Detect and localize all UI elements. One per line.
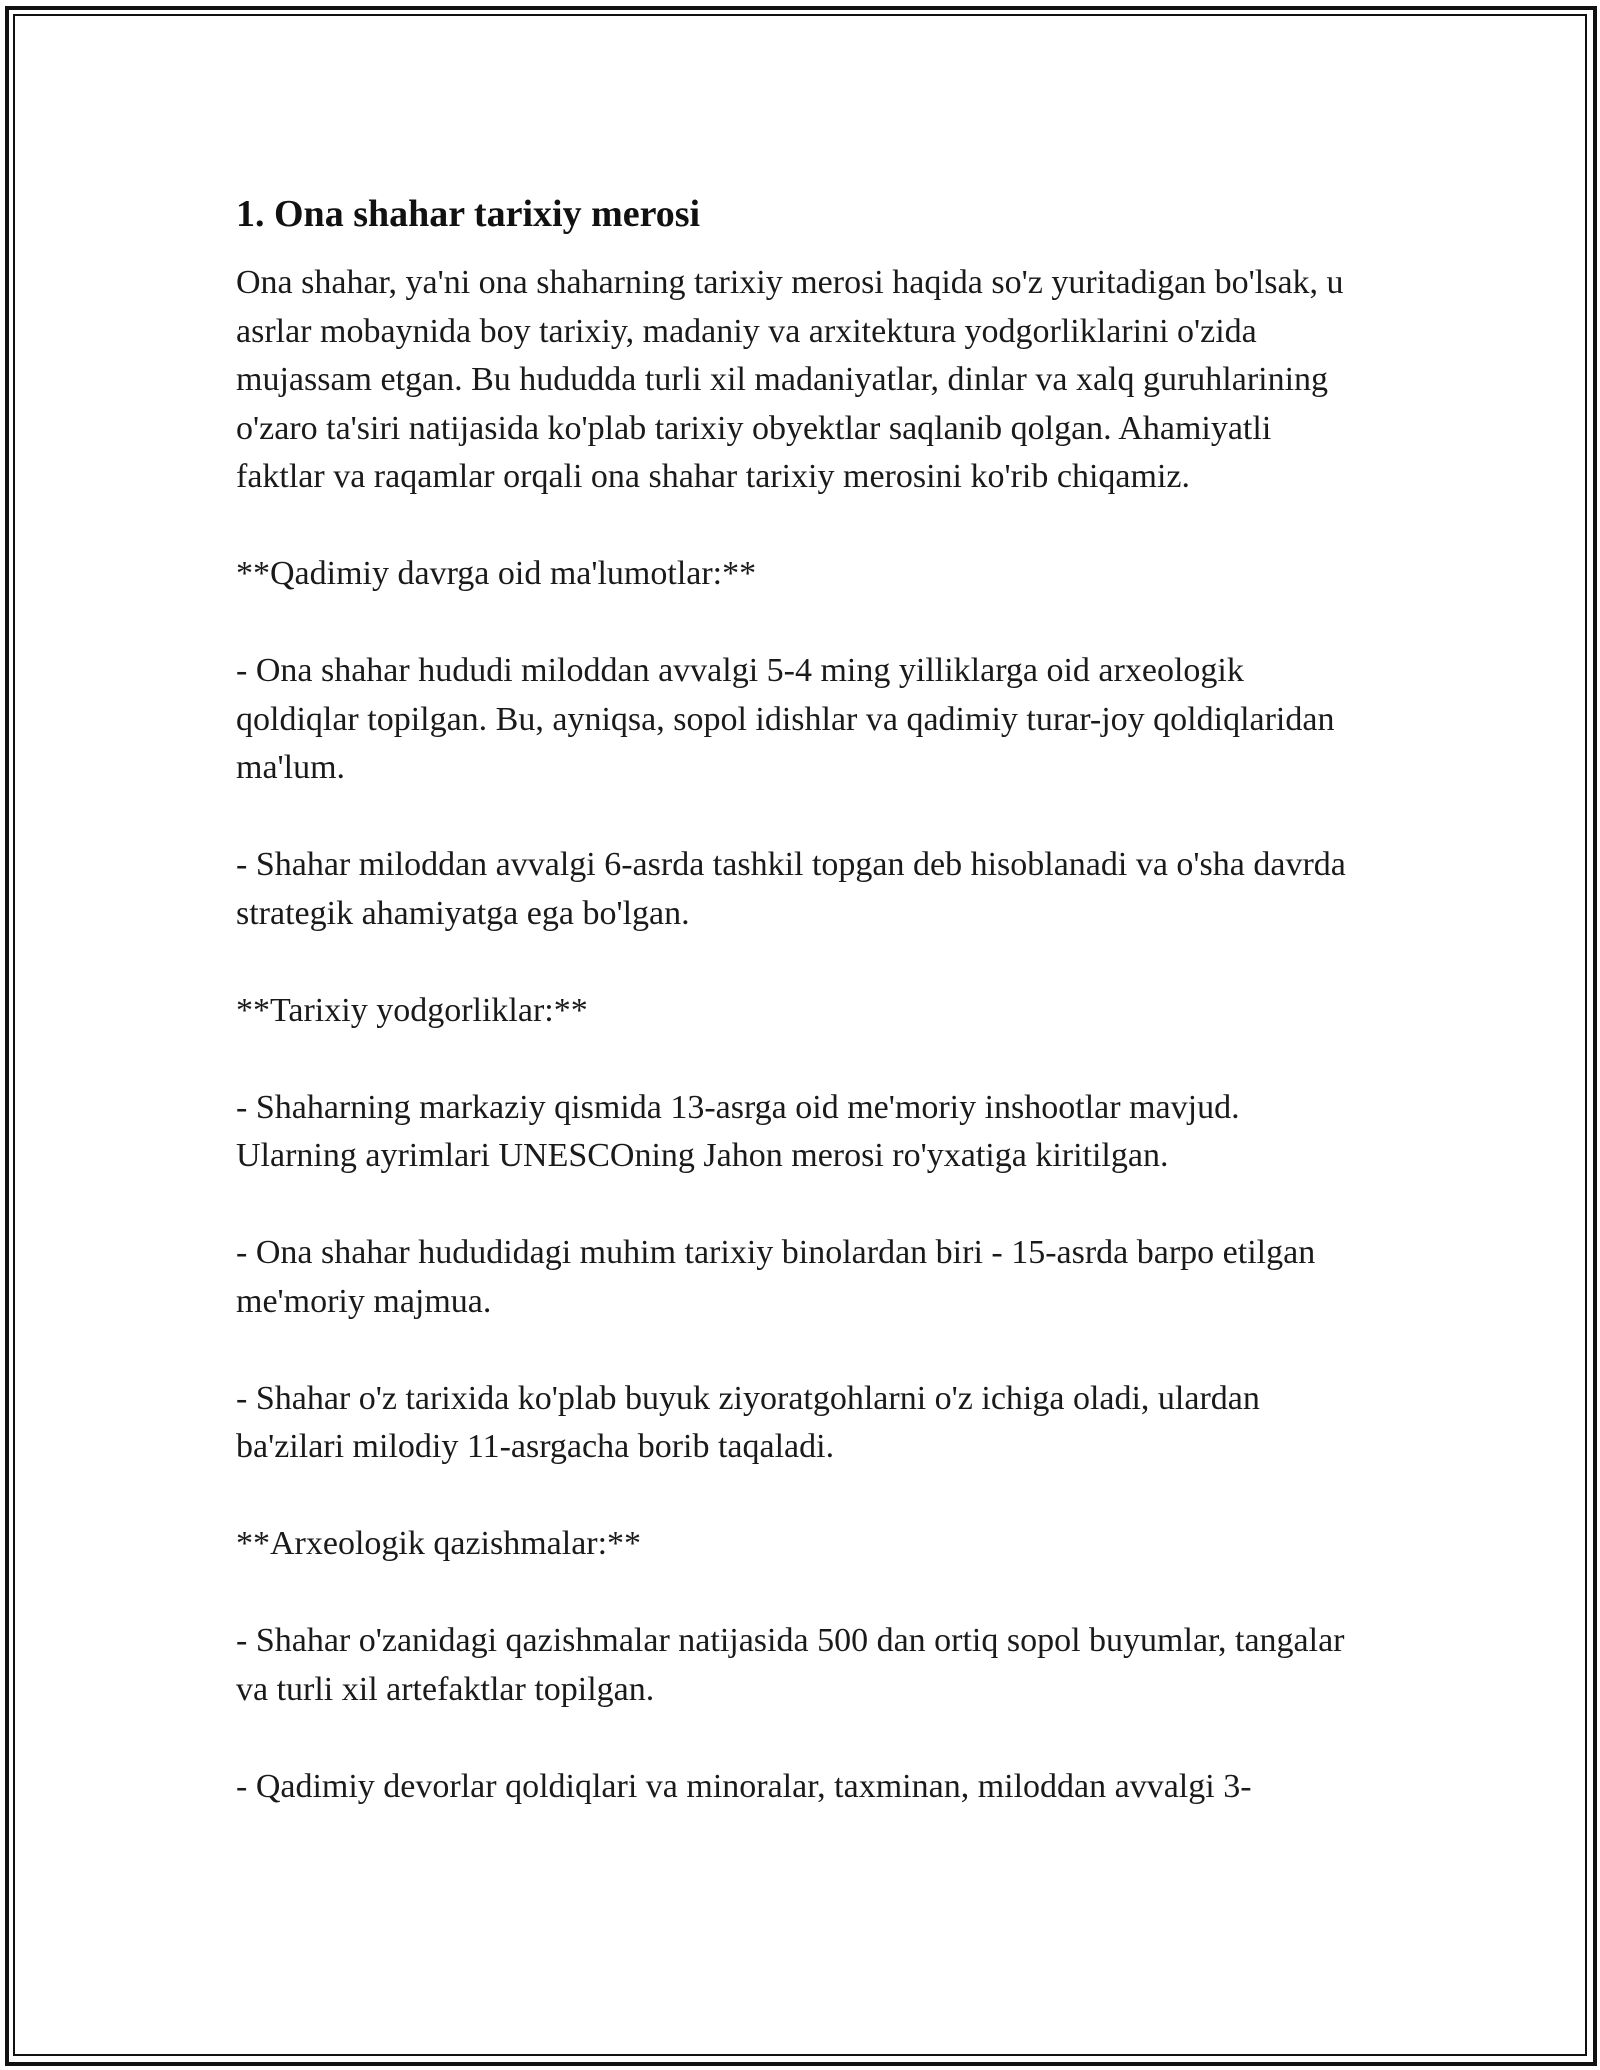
list-item: - Shahar o'z tarixida ko'plab buyuk ziyoratgohlarni o'z ichiga oladi, ulardan ba'zilari milodiy 11-asrgacha borib taqaladi. [236,1379,1260,1465]
list-item: - Shahar o'zanidagi qazishmalar natijasida 500 dan ortiq sopol buyumlar, tangalar va turli xil artefaktlar topilgan. [236,1622,1345,1708]
list-item: - Ona shahar hududi miloddan avvalgi 5-4 ming yilliklarga oid arxeologik qoldiqlar topilgan. Bu, ayniqsa, sopol idishlar va qadimiy turar-joy qoldiqlaridan ma'lum. [236,652,1335,786]
paragraph-intro: Ona shahar, ya'ni ona shaharning tarixiy merosi haqida so'z yuritadigan bo'lsak, u asrlar mobaynida boy tarixiy, madaniy va arxitektura yodgorliklarini o'zida mujassam etgan. Bu hududda turli xil madaniyatlar, dinlar va xalq guruhlarining o'zaro ta'siri natijasida ko'plab tarixiy obyektlar saqlanib qolgan. Ahamiyatli faktlar va raqamlar orqali ona shahar tarixiy merosini ko'rib chiqamiz. [236,264,1344,495]
document-body [236,190,1364,1860]
section-heading-ancient-period: **Qadimiy davrga oid ma'lumotlar:** [236,555,757,592]
list-item: - Shaharning markaziy qismida 13-asrga oid me'moriy inshootlar mavjud. Ularning ayrimlari UNESCOning Jahon merosi ro'yxatiga kiritilgan. [236,1088,1240,1174]
list-item: - Ona shahar hududidagi muhim tarixiy binolardan biri - 15-asrda barpo etilgan me'moriy majmua. [236,1234,1316,1320]
section-heading-historical-monuments: **Tarixiy yodgorliklar:** [236,991,588,1029]
list-item: - Qadimiy devorlar qoldiqlari va minoralar, taxminan, miloddan avvalgi 3- [236,1767,1252,1805]
section-heading-archaeological-excavations: **Arxeologik qazishmalar:** [236,1525,642,1562]
document-title: 1. Ona shahar tarixiy merosi [236,193,701,235]
list-item: - Shahar miloddan avvalgi 6-asrda tashkil topgan deb hisoblanadi va o'sha davrda strategik ahamiyatga ega bo'lgan. [236,846,1346,932]
